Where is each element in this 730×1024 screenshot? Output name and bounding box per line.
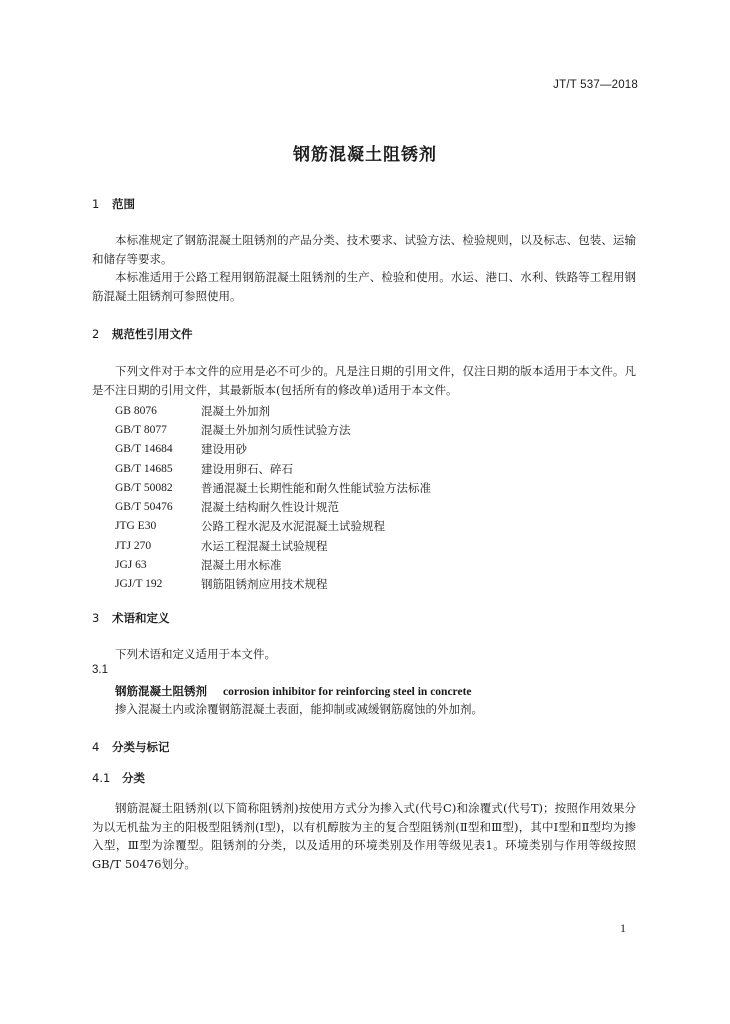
standard-code: JT/T 537—2018	[553, 79, 638, 91]
section-title: 规范性引用文件	[112, 327, 193, 341]
section-title: 分类与标记	[112, 740, 170, 754]
section-number: 2	[92, 327, 100, 341]
reference-row	[115, 459, 431, 478]
reference-title: 混凝土外加剂	[201, 403, 270, 418]
reference-title: 建设用砂	[201, 442, 247, 457]
reference-row	[115, 575, 431, 594]
subsection-4-1-heading	[92, 770, 145, 786]
document-title: 钢筋混凝土阻锈剂	[293, 145, 437, 165]
section-3-intro: 下列术语和定义适用于本文件。	[115, 647, 276, 661]
clause-number: 3.1	[92, 664, 108, 676]
term-english: corrosion inhibitor for reinforcing steel in concrete	[223, 686, 472, 698]
reference-title: 公路工程水泥及水泥混凝土试验规程	[201, 519, 385, 534]
reference-code: JTJ 270	[115, 539, 152, 552]
reference-title: 混凝土外加剂匀质性试验方法	[201, 422, 351, 437]
section-4-1-paragraph: 钢筋混凝土阻锈剂(以下简称阻锈剂)按使用方式分为掺入式(代号C)和涂覆式(代号T)；按照作用效果分为以无机盐为主的阳极型阻锈剂(Ⅰ型)，以有机醇胺为主的复合型阻锈剂(Ⅱ型和Ⅲ型)，其中Ⅰ型和Ⅱ型均为掺入型，Ⅲ型为涂覆型。阻锈剂的分类，以及适用的环境类别及作用等级见表1。环境类别与作用等级按照GB/T 50476划分。	[92, 801, 636, 871]
reference-code: JGJ 63	[115, 559, 147, 572]
reference-title: 水运工程混凝土试验规程	[201, 538, 328, 553]
reference-code: JTG E30	[115, 520, 157, 533]
section-title: 范围	[112, 197, 135, 211]
reference-title: 普通混凝土长期性能和耐久性能试验方法标准	[201, 480, 431, 495]
section-1-paragraph-1: 本标准规定了钢筋混凝土阻锈剂的产品分类、技术要求、试验方法、检验规则，以及标志、包装、运输和储存等要求。	[92, 233, 636, 266]
reference-row	[115, 420, 431, 439]
term-entry	[115, 683, 472, 699]
reference-code: GB/T 14684	[115, 443, 173, 456]
reference-row	[115, 536, 431, 555]
reference-title: 钢筋阻锈剂应用技术规程	[201, 577, 328, 592]
section-4-heading	[92, 739, 170, 755]
reference-code: GB 8076	[115, 404, 157, 417]
reference-code: GB/T 50476	[115, 501, 173, 514]
section-2-heading	[92, 326, 193, 342]
section-2-intro: 下列文件对于本文件的应用是必不可少的。凡是注日期的引用文件，仅注日期的版本适用于本文件。凡是不注日期的引用文件，其最新版本(包括所有的修改单)适用于本文件。	[92, 364, 636, 397]
reference-code: GB/T 14685	[115, 462, 173, 475]
reference-title: 混凝土结构耐久性设计规范	[201, 500, 339, 515]
reference-title: 建设用卵石、碎石	[201, 461, 293, 476]
reference-code: GB/T 8077	[115, 423, 167, 436]
section-number: 1	[92, 197, 100, 211]
section-number: 3	[92, 611, 100, 625]
reference-row	[115, 478, 431, 497]
section-title: 术语和定义	[112, 611, 170, 625]
section-number: 4	[92, 740, 100, 754]
normative-reference-list	[115, 401, 431, 594]
term-chinese: 钢筋混凝土阻锈剂	[115, 684, 207, 698]
section-3-heading	[92, 610, 170, 626]
reference-code: GB/T 50082	[115, 481, 173, 494]
reference-row	[115, 517, 431, 536]
section-1-heading	[92, 196, 135, 212]
reference-title: 混凝土用水标准	[201, 558, 282, 573]
reference-row	[115, 497, 431, 516]
section-1-paragraph-2: 本标准适用于公路工程用钢筋混凝土阻锈剂的生产、检验和使用。水运、港口、水利、铁路等工程用钢筋混凝土阻锈剂可参照使用。	[92, 270, 636, 303]
term-definition: 掺入混凝土内或涂覆钢筋混凝土表面，能抑制或减缓钢筋腐蚀的外加剂。	[115, 702, 483, 716]
reference-row	[115, 440, 431, 459]
page-number: 1	[620, 921, 626, 935]
reference-row	[115, 555, 431, 574]
reference-code: JGJ/T 192	[115, 578, 163, 591]
subsection-title: 分类	[122, 771, 145, 785]
reference-row	[115, 401, 431, 420]
subsection-number: 4.1	[92, 771, 111, 785]
